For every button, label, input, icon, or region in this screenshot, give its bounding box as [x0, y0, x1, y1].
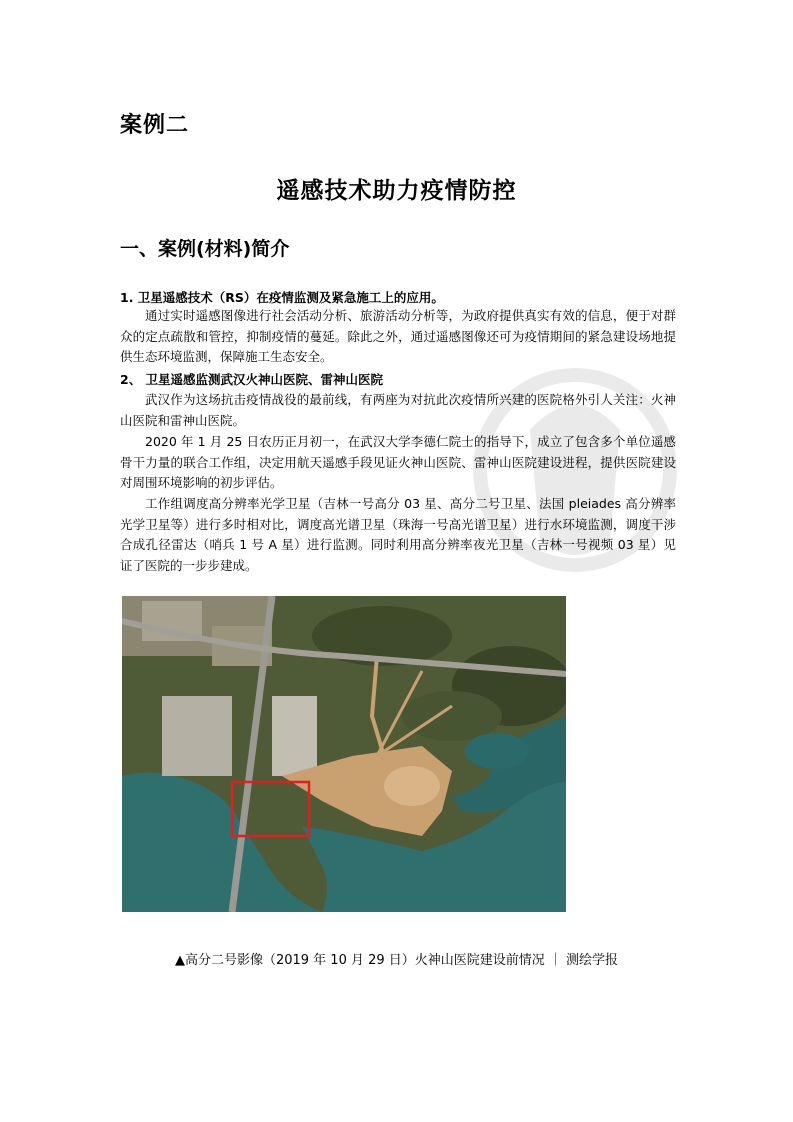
image-caption: ▲高分二号影像（2019 年 10 月 29 日）火神山医院建设前情况 ｜ 测绘学报 [174, 953, 619, 968]
paragraph-4-text: 工作组调度高分辨率光学卫星（吉林一号高分 03 星、高分二号卫星、法国 pleiades 高分辨率光学卫星等）进行多时相对比，调度高光谱卫星（珠海一号高光谱卫星）进行水环境监测，调度干涉合成孔径雷达（哨兵 1 号 A 星）进行监测。同时利用高分辨率夜光卫星（吉林一号视频 03 星）见证了医院的一步步建成。 [120, 496, 676, 573]
document-title: 遥感技术助力疫情防控 [276, 178, 517, 204]
subheading-1: 1. 卫星遥感技术（RS）在疫情监测及紧急施工上的应用。 [120, 290, 444, 305]
subheading-2: 2、 卫星遥感监测武汉火神山医院、雷神山医院 [120, 372, 384, 387]
paragraph-4 [120, 494, 676, 576]
satellite-image [122, 596, 566, 912]
paragraph-1-text: 通过实时遥感图像进行社会活动分析、旅游活动分析等，为政府提供真实有效的信息，便于对群众的定点疏散和管控，抑制疫情的蔓延。除此之外，通过遥感图像还可为疫情期间的紧急建设场地提供生态环境监测，保障施工生态安全。 [120, 308, 676, 364]
paragraph-3-text: 2020 年 1 月 25 日农历正月初一，在武汉大学李德仁院士的指导下，成立了包含多个单位遥感骨干力量的联合工作组，决定用航天遥感手段见证火神山医院、雷神山医院建设进程，提供医院建设对周围环境影响的初步评估。 [120, 434, 676, 490]
section-heading: 一、案例(材料)简介 [120, 238, 290, 260]
case-label: 案例二 [120, 113, 190, 138]
paragraph-2 [120, 390, 676, 431]
paragraph-2-text: 武汉作为这场抗击疫情战役的最前线，有两座为对抗此次疫情所兴建的医院格外引人关注：火神山医院和雷神山医院。 [120, 392, 676, 428]
paragraph-3 [120, 432, 676, 494]
paragraph-1 [120, 306, 676, 368]
